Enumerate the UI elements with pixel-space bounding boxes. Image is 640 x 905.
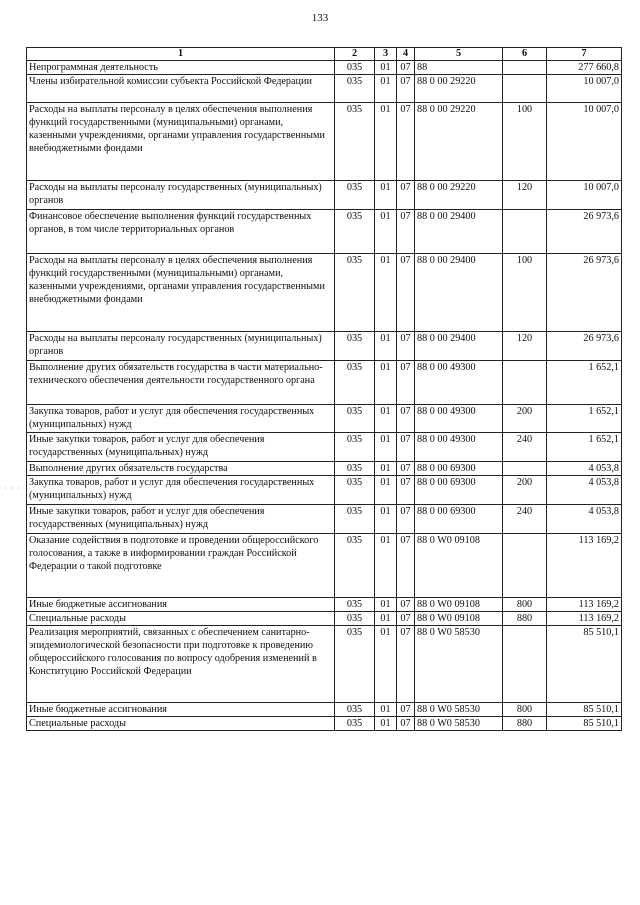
row-expense-type-cell: 200 [503, 405, 547, 433]
row-expense-type-cell: 200 [503, 476, 547, 505]
row-target-article-cell: 88 [415, 61, 503, 75]
column-header-1: 1 [27, 48, 335, 61]
table-body [27, 61, 622, 731]
row-subsection-cell: 07 [397, 61, 415, 75]
table-header-row [27, 48, 622, 61]
row-code-admin-cell: 035 [335, 703, 375, 717]
row-name-cell: Реализация мероприятий, связанных с обеспечением санитарно-эпидемиологической безопасности при подготовке к проведению общероссийского голосования по вопросу одобрения изменений в Конституцию Российской Федерации [27, 626, 335, 703]
row-subsection-cell: 07 [397, 462, 415, 476]
row-expense-type-cell [503, 75, 547, 103]
table-row [27, 462, 622, 476]
row-amount-cell: 85 510,1 [547, 703, 622, 717]
row-target-article-cell: 88 0 00 29220 [415, 103, 503, 181]
row-name-cell: Закупка товаров, работ и услуг для обеспечения государственных (муниципальных) нужд [27, 405, 335, 433]
row-expense-type-cell [503, 462, 547, 476]
row-subsection-cell: 07 [397, 476, 415, 505]
table-row [27, 361, 622, 405]
row-expense-type-cell: 120 [503, 181, 547, 210]
row-expense-type-cell [503, 210, 547, 254]
row-code-admin-cell: 035 [335, 210, 375, 254]
table-row [27, 181, 622, 210]
row-code-admin-cell: 035 [335, 462, 375, 476]
row-amount-cell: 10 007,0 [547, 181, 622, 210]
row-amount-cell: 85 510,1 [547, 717, 622, 731]
table-row [27, 598, 622, 612]
row-name-cell: Иные закупки товаров, работ и услуг для обеспечения государственных (муниципальных) нужд [27, 433, 335, 462]
row-expense-type-cell: 800 [503, 703, 547, 717]
table-row [27, 703, 622, 717]
row-name-cell: Непрограммная деятельность [27, 61, 335, 75]
row-expense-type-cell: 100 [503, 103, 547, 181]
row-section-cell: 01 [375, 598, 397, 612]
row-code-admin-cell: 035 [335, 717, 375, 731]
row-expense-type-cell [503, 626, 547, 703]
table-row [27, 61, 622, 75]
row-amount-cell: 277 660,8 [547, 61, 622, 75]
table-row [27, 433, 622, 462]
row-subsection-cell: 07 [397, 332, 415, 361]
row-code-admin-cell: 035 [335, 405, 375, 433]
column-header-6: 6 [503, 48, 547, 61]
margin-mark: · · · [4, 484, 21, 493]
row-subsection-cell: 07 [397, 433, 415, 462]
row-name-cell: Члены избирательной комиссии субъекта Российской Федерации [27, 75, 335, 103]
row-expense-type-cell: 100 [503, 254, 547, 332]
row-expense-type-cell: 240 [503, 433, 547, 462]
table-row [27, 210, 622, 254]
table-row [27, 405, 622, 433]
row-expense-type-cell: 880 [503, 717, 547, 731]
row-section-cell: 01 [375, 103, 397, 181]
table-row [27, 75, 622, 103]
row-code-admin-cell: 035 [335, 433, 375, 462]
row-target-article-cell: 88 0 00 49300 [415, 433, 503, 462]
table-row [27, 103, 622, 181]
budget-table [26, 47, 622, 731]
row-name-cell: Специальные расходы [27, 717, 335, 731]
page-number: 133 [311, 12, 329, 24]
row-section-cell: 01 [375, 717, 397, 731]
row-amount-cell: 4 053,8 [547, 462, 622, 476]
row-code-admin-cell: 035 [335, 332, 375, 361]
row-subsection-cell: 07 [397, 361, 415, 405]
row-target-article-cell: 88 0 W0 09108 [415, 598, 503, 612]
row-section-cell: 01 [375, 61, 397, 75]
row-code-admin-cell: 035 [335, 254, 375, 332]
row-code-admin-cell: 035 [335, 476, 375, 505]
row-code-admin-cell: 035 [335, 598, 375, 612]
column-header-2: 2 [335, 48, 375, 61]
row-code-admin-cell: 035 [335, 103, 375, 181]
row-subsection-cell: 07 [397, 181, 415, 210]
row-name-cell: Иные закупки товаров, работ и услуг для обеспечения государственных (муниципальных) нужд [27, 505, 335, 534]
row-code-admin-cell: 035 [335, 61, 375, 75]
row-section-cell: 01 [375, 534, 397, 598]
column-header-3: 3 [375, 48, 397, 61]
row-amount-cell: 113 169,2 [547, 598, 622, 612]
row-name-cell: Иные бюджетные ассигнования [27, 703, 335, 717]
row-subsection-cell: 07 [397, 626, 415, 703]
row-section-cell: 01 [375, 612, 397, 626]
row-name-cell: Закупка товаров, работ и услуг для обеспечения государственных (муниципальных) нужд [27, 476, 335, 505]
row-amount-cell: 1 652,1 [547, 405, 622, 433]
row-amount-cell: 1 652,1 [547, 361, 622, 405]
row-name-cell: Оказание содействия в подготовке и проведении общероссийского голосования, а также в информировании граждан Российской Федерации о такой подготовке [27, 534, 335, 598]
row-name-cell: Расходы на выплаты персоналу в целях обеспечения выполнения функций государственными (муниципальными) органами, казенными учреждениями, органами управления государственными внебюджетными фондами [27, 103, 335, 181]
row-section-cell: 01 [375, 505, 397, 534]
row-subsection-cell: 07 [397, 598, 415, 612]
row-name-cell: Выполнение других обязательств государства [27, 462, 335, 476]
table-row [27, 717, 622, 731]
table-row [27, 476, 622, 505]
table-row [27, 505, 622, 534]
row-subsection-cell: 07 [397, 505, 415, 534]
row-amount-cell: 113 169,2 [547, 534, 622, 598]
row-code-admin-cell: 035 [335, 75, 375, 103]
row-section-cell: 01 [375, 462, 397, 476]
row-expense-type-cell: 800 [503, 598, 547, 612]
column-header-7: 7 [547, 48, 622, 61]
row-name-cell: Выполнение других обязательств государства в части материально-технического обеспечения деятельности государственного органа [27, 361, 335, 405]
row-amount-cell: 4 053,8 [547, 476, 622, 505]
row-target-article-cell: 88 0 00 69300 [415, 505, 503, 534]
row-subsection-cell: 07 [397, 534, 415, 598]
row-name-cell: Расходы на выплаты персоналу государственных (муниципальных) органов [27, 332, 335, 361]
row-expense-type-cell: 880 [503, 612, 547, 626]
row-subsection-cell: 07 [397, 405, 415, 433]
row-target-article-cell: 88 0 00 29400 [415, 332, 503, 361]
row-subsection-cell: 07 [397, 703, 415, 717]
row-name-cell: Специальные расходы [27, 612, 335, 626]
row-amount-cell: 4 053,8 [547, 505, 622, 534]
row-section-cell: 01 [375, 361, 397, 405]
row-section-cell: 01 [375, 210, 397, 254]
row-target-article-cell: 88 0 00 29220 [415, 181, 503, 210]
table-row [27, 332, 622, 361]
row-target-article-cell: 88 0 W0 09108 [415, 612, 503, 626]
row-subsection-cell: 07 [397, 612, 415, 626]
row-expense-type-cell [503, 61, 547, 75]
row-target-article-cell: 88 0 00 29220 [415, 75, 503, 103]
row-target-article-cell: 88 0 W0 58530 [415, 717, 503, 731]
row-code-admin-cell: 035 [335, 181, 375, 210]
row-name-cell: Расходы на выплаты персоналу государственных (муниципальных) органов [27, 181, 335, 210]
row-section-cell: 01 [375, 405, 397, 433]
row-target-article-cell: 88 0 W0 09108 [415, 534, 503, 598]
row-amount-cell: 26 973,6 [547, 210, 622, 254]
row-subsection-cell: 07 [397, 103, 415, 181]
row-target-article-cell: 88 0 00 29400 [415, 254, 503, 332]
row-subsection-cell: 07 [397, 717, 415, 731]
row-name-cell: Финансовое обеспечение выполнения функций государственных органов, в том числе территориальных органов [27, 210, 335, 254]
table-row [27, 534, 622, 598]
row-amount-cell: 10 007,0 [547, 75, 622, 103]
row-section-cell: 01 [375, 332, 397, 361]
row-amount-cell: 85 510,1 [547, 626, 622, 703]
row-code-admin-cell: 035 [335, 534, 375, 598]
row-amount-cell: 26 973,6 [547, 254, 622, 332]
row-section-cell: 01 [375, 433, 397, 462]
row-expense-type-cell [503, 534, 547, 598]
row-section-cell: 01 [375, 476, 397, 505]
row-subsection-cell: 07 [397, 210, 415, 254]
column-header-5: 5 [415, 48, 503, 61]
row-section-cell: 01 [375, 181, 397, 210]
row-section-cell: 01 [375, 75, 397, 103]
table-row [27, 612, 622, 626]
row-subsection-cell: 07 [397, 75, 415, 103]
row-expense-type-cell: 240 [503, 505, 547, 534]
row-expense-type-cell [503, 361, 547, 405]
row-expense-type-cell: 120 [503, 332, 547, 361]
row-target-article-cell: 88 0 00 69300 [415, 476, 503, 505]
row-target-article-cell: 88 0 00 29400 [415, 210, 503, 254]
row-name-cell: Расходы на выплаты персоналу в целях обеспечения выполнения функций государственными (муниципальными) органами, казенными учреждениями, органами управления государственными внебюджетными фондами [27, 254, 335, 332]
row-code-admin-cell: 035 [335, 626, 375, 703]
row-code-admin-cell: 035 [335, 505, 375, 534]
row-code-admin-cell: 035 [335, 361, 375, 405]
row-name-cell: Иные бюджетные ассигнования [27, 598, 335, 612]
row-subsection-cell: 07 [397, 254, 415, 332]
row-section-cell: 01 [375, 254, 397, 332]
row-target-article-cell: 88 0 00 69300 [415, 462, 503, 476]
column-header-4: 4 [397, 48, 415, 61]
row-amount-cell: 113 169,2 [547, 612, 622, 626]
row-target-article-cell: 88 0 00 49300 [415, 405, 503, 433]
row-section-cell: 01 [375, 626, 397, 703]
table-row [27, 626, 622, 703]
row-amount-cell: 10 007,0 [547, 103, 622, 181]
row-code-admin-cell: 035 [335, 612, 375, 626]
row-amount-cell: 1 652,1 [547, 433, 622, 462]
row-target-article-cell: 88 0 W0 58530 [415, 703, 503, 717]
row-amount-cell: 26 973,6 [547, 332, 622, 361]
row-target-article-cell: 88 0 W0 58530 [415, 626, 503, 703]
table-row [27, 254, 622, 332]
row-target-article-cell: 88 0 00 49300 [415, 361, 503, 405]
row-section-cell: 01 [375, 703, 397, 717]
